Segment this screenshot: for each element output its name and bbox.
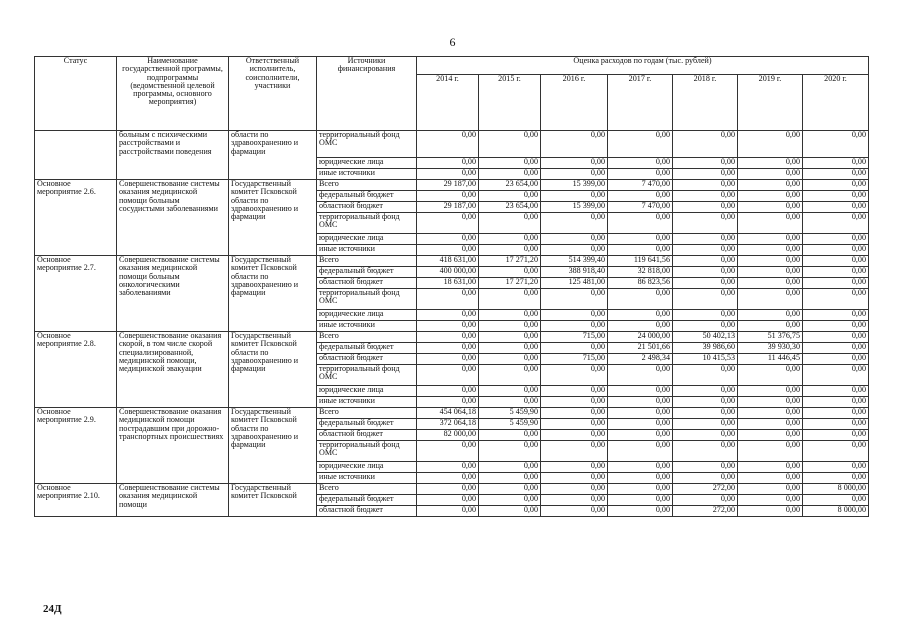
- value-cell: 0,00: [541, 441, 608, 462]
- value-cell: 0,00: [608, 310, 673, 321]
- value-cell: 0,00: [417, 473, 479, 484]
- value-cell: 0,00: [738, 310, 803, 321]
- value-cell: 0,00: [803, 441, 869, 462]
- value-cell: 8 000,00: [803, 484, 869, 495]
- source-cell: федеральный бюджет: [317, 343, 417, 354]
- value-cell: 0,00: [417, 321, 479, 332]
- value-cell: 0,00: [608, 386, 673, 397]
- source-cell: территориальный фонд ОМС: [317, 131, 417, 158]
- value-cell: 0,00: [673, 365, 738, 386]
- value-cell: 0,00: [803, 169, 869, 180]
- value-cell: 21 501,66: [608, 343, 673, 354]
- status-cell: [35, 131, 117, 180]
- value-cell: 0,00: [608, 397, 673, 408]
- value-cell: 0,00: [738, 158, 803, 169]
- value-cell: 0,00: [417, 169, 479, 180]
- value-cell: 23 654,00: [479, 180, 541, 191]
- value-cell: 0,00: [417, 289, 479, 310]
- value-cell: 0,00: [479, 158, 541, 169]
- value-cell: 0,00: [673, 397, 738, 408]
- value-cell: 119 641,56: [608, 256, 673, 267]
- value-cell: 418 631,00: [417, 256, 479, 267]
- value-cell: 82 000,00: [417, 430, 479, 441]
- value-cell: 0,00: [673, 310, 738, 321]
- value-cell: 0,00: [417, 386, 479, 397]
- value-cell: 0,00: [673, 202, 738, 213]
- value-cell: 15 399,00: [541, 180, 608, 191]
- value-cell: 0,00: [479, 169, 541, 180]
- value-cell: 0,00: [541, 131, 608, 158]
- table-row: [35, 332, 869, 343]
- value-cell: 5 459,90: [479, 419, 541, 430]
- table-row: [35, 484, 869, 495]
- value-cell: 0,00: [541, 430, 608, 441]
- value-cell: 0,00: [803, 473, 869, 484]
- source-cell: иные источники: [317, 169, 417, 180]
- value-cell: 0,00: [608, 131, 673, 158]
- value-cell: 0,00: [803, 256, 869, 267]
- value-cell: 0,00: [541, 473, 608, 484]
- table-row: [35, 131, 869, 158]
- value-cell: 0,00: [738, 213, 803, 234]
- value-cell: 0,00: [673, 158, 738, 169]
- value-cell: 715,00: [541, 354, 608, 365]
- value-cell: 0,00: [738, 267, 803, 278]
- value-cell: 400 000,00: [417, 267, 479, 278]
- value-cell: 0,00: [803, 267, 869, 278]
- value-cell: 0,00: [608, 430, 673, 441]
- value-cell: 0,00: [803, 191, 869, 202]
- source-cell: иные источники: [317, 321, 417, 332]
- value-cell: 272,00: [673, 484, 738, 495]
- value-cell: 0,00: [541, 365, 608, 386]
- value-cell: 0,00: [673, 213, 738, 234]
- value-cell: 0,00: [803, 202, 869, 213]
- source-cell: иные источники: [317, 397, 417, 408]
- status-cell: Основное мероприятие 2.7.: [35, 256, 117, 332]
- source-cell: юридические лица: [317, 310, 417, 321]
- value-cell: 0,00: [673, 245, 738, 256]
- value-cell: 0,00: [673, 408, 738, 419]
- header-sources: Источники финансирования: [317, 57, 417, 131]
- value-cell: 0,00: [738, 131, 803, 158]
- header-year: 2020 г.: [803, 75, 869, 131]
- value-cell: 0,00: [479, 332, 541, 343]
- value-cell: 17 271,20: [479, 278, 541, 289]
- value-cell: 0,00: [479, 441, 541, 462]
- value-cell: 0,00: [803, 278, 869, 289]
- value-cell: 0,00: [417, 506, 479, 517]
- value-cell: 2 498,34: [608, 354, 673, 365]
- value-cell: 372 064,18: [417, 419, 479, 430]
- source-cell: территориальный фонд ОМС: [317, 441, 417, 462]
- source-cell: Всего: [317, 408, 417, 419]
- value-cell: 0,00: [541, 386, 608, 397]
- value-cell: 24 000,00: [608, 332, 673, 343]
- value-cell: 0,00: [479, 131, 541, 158]
- value-cell: 514 399,40: [541, 256, 608, 267]
- value-cell: 0,00: [673, 386, 738, 397]
- value-cell: 0,00: [803, 245, 869, 256]
- value-cell: 0,00: [417, 234, 479, 245]
- value-cell: 0,00: [479, 354, 541, 365]
- source-cell: юридические лица: [317, 462, 417, 473]
- value-cell: 0,00: [479, 321, 541, 332]
- value-cell: 7 470,00: [608, 202, 673, 213]
- value-cell: 0,00: [479, 289, 541, 310]
- value-cell: 0,00: [803, 408, 869, 419]
- value-cell: 0,00: [738, 441, 803, 462]
- source-cell: территориальный фонд ОМС: [317, 213, 417, 234]
- value-cell: 0,00: [608, 495, 673, 506]
- value-cell: 0,00: [608, 289, 673, 310]
- header-year: 2017 г.: [608, 75, 673, 131]
- value-cell: 17 271,20: [479, 256, 541, 267]
- value-cell: 0,00: [417, 158, 479, 169]
- source-cell: областной бюджет: [317, 430, 417, 441]
- value-cell: 0,00: [673, 462, 738, 473]
- value-cell: 11 446,45: [738, 354, 803, 365]
- value-cell: 50 402,13: [673, 332, 738, 343]
- value-cell: 0,00: [608, 419, 673, 430]
- value-cell: 0,00: [608, 365, 673, 386]
- value-cell: 0,00: [417, 332, 479, 343]
- value-cell: 0,00: [738, 278, 803, 289]
- header-year: 2014 г.: [417, 75, 479, 131]
- value-cell: 0,00: [541, 191, 608, 202]
- value-cell: 715,00: [541, 332, 608, 343]
- footer-code: 24Д: [43, 603, 62, 615]
- value-cell: 0,00: [479, 191, 541, 202]
- responsible-cell: Государственный комитет Псковской области по здравоохранению и фармации: [229, 332, 317, 408]
- status-cell: Основное мероприятие 2.10.: [35, 484, 117, 517]
- value-cell: 0,00: [479, 213, 541, 234]
- value-cell: 0,00: [738, 191, 803, 202]
- value-cell: 7 470,00: [608, 180, 673, 191]
- value-cell: 0,00: [417, 441, 479, 462]
- value-cell: 0,00: [673, 321, 738, 332]
- budget-table: [34, 56, 869, 517]
- value-cell: 0,00: [417, 191, 479, 202]
- source-cell: областной бюджет: [317, 354, 417, 365]
- value-cell: 0,00: [417, 245, 479, 256]
- value-cell: 0,00: [608, 234, 673, 245]
- responsible-cell: Государственный комитет Псковской области по здравоохранению и фармации: [229, 256, 317, 332]
- value-cell: 0,00: [673, 441, 738, 462]
- value-cell: 0,00: [417, 484, 479, 495]
- value-cell: 0,00: [608, 408, 673, 419]
- value-cell: 272,00: [673, 506, 738, 517]
- value-cell: 0,00: [541, 462, 608, 473]
- value-cell: 0,00: [417, 365, 479, 386]
- value-cell: 0,00: [738, 365, 803, 386]
- value-cell: 0,00: [608, 441, 673, 462]
- value-cell: 0,00: [803, 131, 869, 158]
- source-cell: Всего: [317, 332, 417, 343]
- header-year: 2018 г.: [673, 75, 738, 131]
- source-cell: юридические лица: [317, 158, 417, 169]
- value-cell: 0,00: [608, 473, 673, 484]
- table-row: [35, 180, 869, 191]
- value-cell: 0,00: [608, 484, 673, 495]
- value-cell: 0,00: [673, 180, 738, 191]
- value-cell: 0,00: [479, 267, 541, 278]
- value-cell: 0,00: [479, 462, 541, 473]
- value-cell: 0,00: [479, 506, 541, 517]
- responsible-cell: Государственный комитет Псковской: [229, 484, 317, 517]
- value-cell: 0,00: [417, 397, 479, 408]
- source-cell: Всего: [317, 180, 417, 191]
- value-cell: 86 823,56: [608, 278, 673, 289]
- value-cell: 0,00: [608, 321, 673, 332]
- responsible-cell: Государственный комитет Псковской области по здравоохранению и фармации: [229, 408, 317, 484]
- value-cell: 454 064,18: [417, 408, 479, 419]
- status-cell: Основное мероприятие 2.6.: [35, 180, 117, 256]
- value-cell: 0,00: [673, 131, 738, 158]
- value-cell: 0,00: [803, 354, 869, 365]
- value-cell: 0,00: [738, 289, 803, 310]
- value-cell: 0,00: [541, 343, 608, 354]
- value-cell: 0,00: [673, 267, 738, 278]
- budget-table-body: [35, 131, 869, 517]
- value-cell: 0,00: [673, 430, 738, 441]
- source-cell: территориальный фонд ОМС: [317, 289, 417, 310]
- value-cell: 39 986,60: [673, 343, 738, 354]
- value-cell: 0,00: [417, 354, 479, 365]
- value-cell: 0,00: [541, 506, 608, 517]
- value-cell: 0,00: [803, 343, 869, 354]
- value-cell: 0,00: [803, 158, 869, 169]
- value-cell: 0,00: [803, 386, 869, 397]
- program-name-cell: больным с психическими расстройствами и расстройствами поведения: [117, 131, 229, 180]
- source-cell: территориальный фонд ОМС: [317, 365, 417, 386]
- value-cell: 0,00: [479, 234, 541, 245]
- value-cell: 0,00: [608, 245, 673, 256]
- value-cell: 0,00: [738, 484, 803, 495]
- source-cell: федеральный бюджет: [317, 191, 417, 202]
- value-cell: 0,00: [417, 495, 479, 506]
- value-cell: 0,00: [738, 430, 803, 441]
- value-cell: 0,00: [417, 131, 479, 158]
- value-cell: 0,00: [417, 343, 479, 354]
- value-cell: 0,00: [608, 169, 673, 180]
- program-name-cell: Совершенствование оказания скорой, в том числе скорой специализированной, медицинской помощи, медицинской эвакуации: [117, 332, 229, 408]
- value-cell: 0,00: [803, 495, 869, 506]
- header-year: 2016 г.: [541, 75, 608, 131]
- header-status: Статус: [35, 57, 117, 131]
- page-number: 6: [449, 35, 456, 49]
- source-cell: иные источники: [317, 245, 417, 256]
- value-cell: 0,00: [479, 386, 541, 397]
- value-cell: 23 654,00: [479, 202, 541, 213]
- value-cell: 0,00: [738, 180, 803, 191]
- value-cell: 0,00: [541, 495, 608, 506]
- value-cell: 0,00: [673, 419, 738, 430]
- value-cell: 29 187,00: [417, 202, 479, 213]
- table-row: [35, 408, 869, 419]
- header-year: 2019 г.: [738, 75, 803, 131]
- header-estimate: Оценка расходов по годам (тыс. рублей): [417, 57, 869, 75]
- value-cell: 0,00: [541, 408, 608, 419]
- value-cell: 0,00: [541, 397, 608, 408]
- source-cell: юридические лица: [317, 386, 417, 397]
- value-cell: 0,00: [803, 310, 869, 321]
- value-cell: 0,00: [417, 462, 479, 473]
- value-cell: 0,00: [738, 245, 803, 256]
- program-name-cell: Совершенствование оказания медицинской помощи пострадавшим при дорожно-транспортных происшествиях: [117, 408, 229, 484]
- value-cell: 18 631,00: [417, 278, 479, 289]
- value-cell: 0,00: [738, 473, 803, 484]
- value-cell: 0,00: [673, 191, 738, 202]
- value-cell: 125 481,00: [541, 278, 608, 289]
- header-name: Наименование государственной программы, подпрограммы (ведомственной целевой программы, основного мероприятия): [117, 57, 229, 131]
- header-year: 2015 г.: [479, 75, 541, 131]
- status-cell: Основное мероприятие 2.9.: [35, 408, 117, 484]
- program-name-cell: Совершенствование системы оказания медицинской помощи: [117, 484, 229, 517]
- value-cell: 0,00: [608, 506, 673, 517]
- source-cell: областной бюджет: [317, 202, 417, 213]
- value-cell: 0,00: [479, 365, 541, 386]
- value-cell: 0,00: [803, 289, 869, 310]
- source-cell: федеральный бюджет: [317, 495, 417, 506]
- value-cell: 0,00: [541, 169, 608, 180]
- value-cell: 29 187,00: [417, 180, 479, 191]
- value-cell: 0,00: [738, 202, 803, 213]
- value-cell: 0,00: [738, 462, 803, 473]
- source-cell: областной бюджет: [317, 278, 417, 289]
- value-cell: 0,00: [479, 484, 541, 495]
- value-cell: 0,00: [608, 158, 673, 169]
- value-cell: 388 918,40: [541, 267, 608, 278]
- responsible-cell: Государственный комитет Псковской области по здравоохранению и фармации: [229, 180, 317, 256]
- value-cell: 0,00: [541, 158, 608, 169]
- status-cell: Основное мероприятие 2.8.: [35, 332, 117, 408]
- value-cell: 0,00: [803, 419, 869, 430]
- value-cell: 0,00: [417, 310, 479, 321]
- value-cell: 0,00: [803, 365, 869, 386]
- value-cell: 0,00: [803, 430, 869, 441]
- value-cell: 0,00: [673, 234, 738, 245]
- value-cell: 0,00: [479, 430, 541, 441]
- value-cell: 0,00: [738, 169, 803, 180]
- value-cell: 39 930,30: [738, 343, 803, 354]
- value-cell: 0,00: [673, 169, 738, 180]
- value-cell: 0,00: [738, 386, 803, 397]
- value-cell: 0,00: [541, 289, 608, 310]
- value-cell: 0,00: [803, 234, 869, 245]
- value-cell: 0,00: [803, 213, 869, 234]
- value-cell: 0,00: [738, 397, 803, 408]
- value-cell: 0,00: [417, 213, 479, 234]
- value-cell: 0,00: [608, 191, 673, 202]
- value-cell: 0,00: [608, 462, 673, 473]
- program-name-cell: Совершенствование системы оказания медицинской помощи больным сосудистыми заболеваниями: [117, 180, 229, 256]
- value-cell: 0,00: [541, 234, 608, 245]
- table-row: [35, 256, 869, 267]
- value-cell: 0,00: [738, 495, 803, 506]
- value-cell: 5 459,90: [479, 408, 541, 419]
- value-cell: 0,00: [738, 408, 803, 419]
- value-cell: 0,00: [673, 278, 738, 289]
- value-cell: 0,00: [673, 289, 738, 310]
- header-responsible: Ответственный исполнитель, соисполнители, участники: [229, 57, 317, 131]
- source-cell: федеральный бюджет: [317, 267, 417, 278]
- value-cell: 0,00: [738, 506, 803, 517]
- value-cell: 0,00: [738, 321, 803, 332]
- value-cell: 8 000,00: [803, 506, 869, 517]
- responsible-cell: области по здравоохранению и фармации: [229, 131, 317, 180]
- value-cell: 0,00: [479, 397, 541, 408]
- value-cell: 0,00: [803, 321, 869, 332]
- source-cell: областной бюджет: [317, 506, 417, 517]
- value-cell: 0,00: [541, 419, 608, 430]
- value-cell: 0,00: [738, 419, 803, 430]
- value-cell: 0,00: [541, 310, 608, 321]
- value-cell: 0,00: [803, 332, 869, 343]
- value-cell: 0,00: [479, 245, 541, 256]
- value-cell: 0,00: [541, 321, 608, 332]
- program-name-cell: Совершенствование системы оказания медицинской помощи больным онкологическими заболеваниями: [117, 256, 229, 332]
- value-cell: 0,00: [803, 180, 869, 191]
- value-cell: 51 376,75: [738, 332, 803, 343]
- source-cell: федеральный бюджет: [317, 419, 417, 430]
- value-cell: 0,00: [541, 213, 608, 234]
- value-cell: 0,00: [803, 397, 869, 408]
- value-cell: 0,00: [479, 473, 541, 484]
- source-cell: иные источники: [317, 473, 417, 484]
- value-cell: 0,00: [673, 256, 738, 267]
- value-cell: 0,00: [673, 495, 738, 506]
- value-cell: 0,00: [541, 484, 608, 495]
- value-cell: 0,00: [479, 343, 541, 354]
- value-cell: 0,00: [608, 213, 673, 234]
- value-cell: 32 818,00: [608, 267, 673, 278]
- value-cell: 15 399,00: [541, 202, 608, 213]
- value-cell: 0,00: [738, 256, 803, 267]
- value-cell: 0,00: [673, 473, 738, 484]
- source-cell: Всего: [317, 256, 417, 267]
- value-cell: 0,00: [479, 310, 541, 321]
- value-cell: 0,00: [803, 462, 869, 473]
- source-cell: юридические лица: [317, 234, 417, 245]
- value-cell: 0,00: [738, 234, 803, 245]
- value-cell: 0,00: [541, 245, 608, 256]
- value-cell: 10 415,53: [673, 354, 738, 365]
- source-cell: Всего: [317, 484, 417, 495]
- value-cell: 0,00: [479, 495, 541, 506]
